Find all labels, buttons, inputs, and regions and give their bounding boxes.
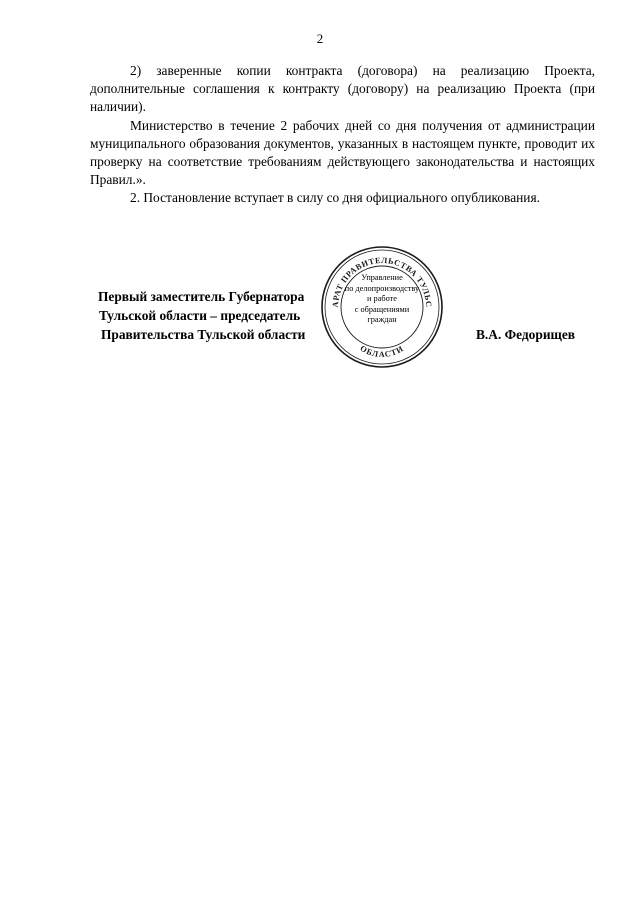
- seal-inner-line: с обращениями: [354, 304, 410, 314]
- signatory-position: [98, 287, 348, 344]
- signatory-position-line: Тульской области – председатель: [99, 308, 301, 323]
- signatory-name: В.А. Федорищев: [476, 327, 576, 342]
- seal-inner-line: граждан: [367, 315, 397, 325]
- seal-inner-line: и работе: [367, 294, 397, 304]
- svg-text:ОБЛАСТИ: [358, 344, 405, 359]
- seal-outer-text-bottom: ОБЛАСТИ: [358, 343, 406, 360]
- seal-outer-text-top: АРАТ ПРАВИТЕЛЬСТВА ТУЛЬС: [330, 255, 434, 308]
- signatory-position-line: Правительства Тульской области: [101, 327, 306, 342]
- seal-inner-text: [341, 273, 423, 326]
- paragraph-documents-list: 2) заверенные копии контракта (договора) на реализацию Проекта, дополнительные соглашения к контракту (договору) на реализацию Проекта (при наличии).: [90, 63, 595, 115]
- paragraph-ministry-check: Министерство в течение 2 рабочих дней со дня получения от администрации муниципального образования документов, указанных в настоящем пункте, проводит их проверку на соответствие требованиям действующего законодательства и настоящих Правил.».: [90, 117, 595, 188]
- official-seal: [318, 243, 446, 371]
- seal-inner-line: по делопроизводству: [344, 283, 420, 293]
- signatory-position-line: Первый заместитель Губернатора: [98, 289, 305, 304]
- document-body: [90, 62, 595, 208]
- page-number: 2: [316, 31, 324, 46]
- seal-inner-line: Управление: [361, 273, 403, 282]
- paragraph-effective-date: 2. Постановление вступает в силу со дня официального опубликования.: [130, 190, 540, 206]
